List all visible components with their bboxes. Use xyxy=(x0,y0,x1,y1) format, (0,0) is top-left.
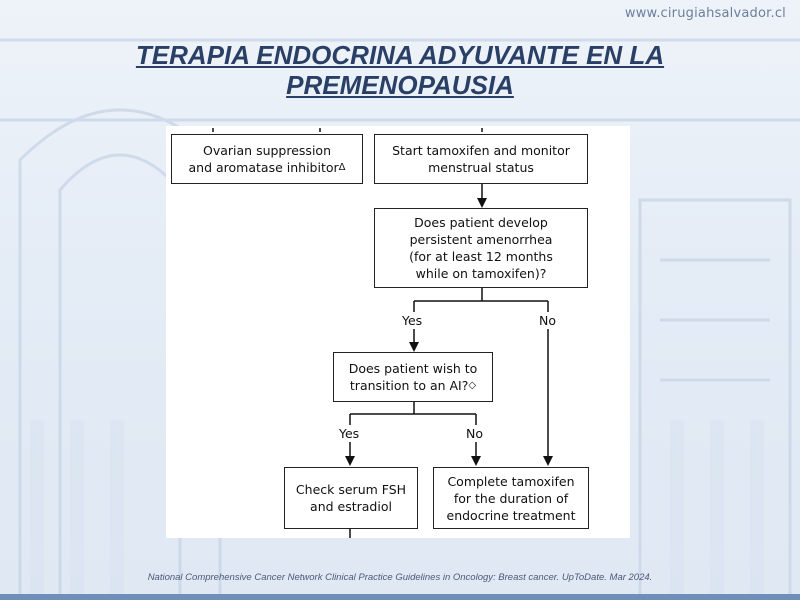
node-transition-line1: Does patient wish to xyxy=(348,361,478,376)
node-amenorrhea-line2: persistent amenorrhea xyxy=(409,232,553,247)
slide-title-line-1: TERAPIA ENDOCRINA ADYUVANTE EN LA xyxy=(135,40,665,70)
label-yes-1: Yes xyxy=(402,313,423,328)
node-complete-line3: endocrine treatment xyxy=(446,507,576,523)
label-no-2: No xyxy=(466,426,483,441)
node-check-serum-fsh xyxy=(284,467,418,529)
node-complete-line1: Complete tamoxifen xyxy=(447,473,575,489)
node-amenorrhea-line1: Does patient develop xyxy=(414,215,548,230)
footnote-delta-mark: Δ xyxy=(338,162,346,173)
node-ovarian-suppression xyxy=(171,134,363,184)
node-amenorrhea-line4: while on tamoxifen)? xyxy=(415,266,547,281)
label-yes-2: Yes xyxy=(339,426,360,441)
node-transition-line2: transition to an AI? xyxy=(349,378,469,393)
node-transition-to-ai xyxy=(333,352,493,402)
website-url: www.cirugiahsalvador.cl xyxy=(624,6,786,21)
flowchart-panel xyxy=(166,126,630,538)
node-complete-line2: for the duration of xyxy=(453,490,569,506)
node-start-line2: menstrual status xyxy=(428,160,534,175)
node-ovarian-line1: Ovarian suppression xyxy=(203,143,331,158)
node-serum-line1: Check serum FSH xyxy=(295,482,407,497)
label-no-1: No xyxy=(539,313,556,328)
node-persistent-amenorrhea xyxy=(374,208,588,288)
bottom-accent-bar xyxy=(0,594,800,600)
citation-footer: National Comprehensive Cancer Network Clinical Practice Guidelines in Oncology: Breast cancer. UpToDate. Mar 2024. xyxy=(147,572,653,583)
node-ovarian-line2: and aromatase inhibitor xyxy=(188,160,339,175)
node-complete-tamoxifen xyxy=(433,467,589,529)
node-serum-line2: and estradiol xyxy=(310,499,392,514)
node-amenorrhea-line3: (for at least 12 months xyxy=(409,249,553,264)
node-start-line1: Start tamoxifen and monitor xyxy=(392,143,570,158)
slide-title-line-2: PREMENOPAUSIA xyxy=(286,70,514,100)
footnote-diamond-mark: ◇ xyxy=(468,380,477,391)
node-start-tamoxifen xyxy=(374,134,588,184)
